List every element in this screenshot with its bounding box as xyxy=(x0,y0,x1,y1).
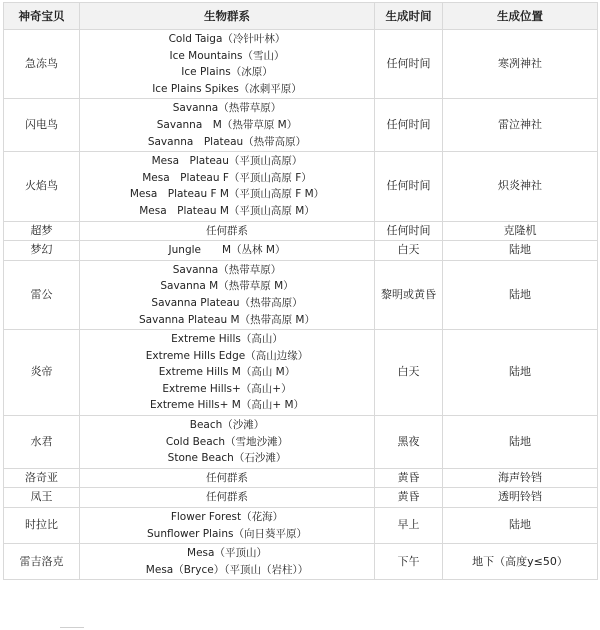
table-row xyxy=(4,468,598,488)
biome-cell xyxy=(80,416,375,469)
spawn-time-cell: 任何时间 xyxy=(375,99,443,152)
table-header-row xyxy=(4,3,598,30)
table-row xyxy=(4,260,598,329)
biome-entry: Beach（沙滩） xyxy=(189,419,265,432)
biome-entry: Ice Mountains（雪山） xyxy=(169,49,285,62)
spawn-location-cell: 海声铃铛 xyxy=(443,468,598,488)
spawn-time-cell: 任何时间 xyxy=(375,221,443,241)
spawn-location-cell: 透明铃铛 xyxy=(443,488,598,508)
spawn-time-cell: 黄昏 xyxy=(375,488,443,508)
table-row xyxy=(4,99,598,152)
spawn-time-cell: 任何时间 xyxy=(375,152,443,221)
biome-entry: 任何群系 xyxy=(206,471,248,484)
biome-cell xyxy=(80,260,375,329)
biome-entry: Jungle M（丛林 M） xyxy=(168,244,286,257)
spawn-location-cell: 地下（高度y≤50） xyxy=(443,544,598,580)
biome-entry: Extreme Hills（高山） xyxy=(171,333,283,346)
pokemon-name-cell: 炎帝 xyxy=(4,330,80,416)
table-row xyxy=(4,544,598,580)
pokemon-name-cell: 急冻鸟 xyxy=(4,30,80,99)
biome-entry: Mesa Plateau F（平顶山高原 F） xyxy=(142,171,312,184)
biome-entry: Savanna（热带草原） xyxy=(172,263,282,276)
biome-cell xyxy=(80,508,375,544)
pokemon-name-cell: 闪电鸟 xyxy=(4,99,80,152)
biome-entry: Mesa（Bryce）（平顶山（岩柱）） xyxy=(145,563,309,576)
biome-entry: 任何群系 xyxy=(206,224,248,237)
biome-cell xyxy=(80,241,375,261)
spawn-location-cell: 寒冽神社 xyxy=(443,30,598,99)
biome-entry: Savanna（热带草原） xyxy=(172,102,282,115)
header-pokemon: 神奇宝贝 xyxy=(4,3,80,30)
biome-entry: Sunflower Plains（向日葵平原） xyxy=(147,527,307,540)
table-body xyxy=(4,30,598,580)
biome-entry: Extreme Hills+（高山+） xyxy=(162,382,292,395)
table-row xyxy=(4,241,598,261)
table-row xyxy=(4,221,598,241)
pokemon-name-cell: 火焰鸟 xyxy=(4,152,80,221)
biome-entry: Flower Forest（花海） xyxy=(170,511,284,524)
table-row xyxy=(4,330,598,416)
spawn-location-cell: 陆地 xyxy=(443,260,598,329)
header-spawn-time: 生成时间 xyxy=(375,3,443,30)
biome-cell xyxy=(80,30,375,99)
pokemon-name-cell: 超梦 xyxy=(4,221,80,241)
spawn-location-cell: 炽炎神社 xyxy=(443,152,598,221)
biome-entry: Savanna Plateau M（热带高原 M） xyxy=(139,313,315,326)
pokemon-name-cell: 雷吉洛克 xyxy=(4,544,80,580)
spawn-time-cell: 白天 xyxy=(375,241,443,261)
spawn-location-cell: 雷泣神社 xyxy=(443,99,598,152)
spawn-time-cell: 任何时间 xyxy=(375,30,443,99)
pokemon-name-cell: 时拉比 xyxy=(4,508,80,544)
biome-entry: Mesa Plateau M（平顶山高原 M） xyxy=(139,204,315,217)
table-header xyxy=(4,3,598,30)
biome-cell xyxy=(80,544,375,580)
biome-cell xyxy=(80,99,375,152)
table-row xyxy=(4,508,598,544)
table-row xyxy=(4,30,598,99)
biome-entry: Extreme Hills+ M（高山+ M） xyxy=(149,399,305,412)
biome-entry: Extreme Hills Edge（高山边缘） xyxy=(145,349,309,362)
spawn-location-cell: 克隆机 xyxy=(443,221,598,241)
biome-entry: Savanna Plateau（热带高原） xyxy=(151,296,303,309)
table-row xyxy=(4,152,598,221)
biome-entry: Extreme Hills M（高山 M） xyxy=(158,366,296,379)
legendary-spawn-table xyxy=(3,2,598,580)
spawn-location-cell: 陆地 xyxy=(443,241,598,261)
table-row xyxy=(4,488,598,508)
spawn-time-cell: 黎明或黄昏 xyxy=(375,260,443,329)
spawn-time-cell: 白天 xyxy=(375,330,443,416)
biome-entry: Savanna Plateau（热带高原） xyxy=(147,135,307,148)
pokemon-name-cell: 水君 xyxy=(4,416,80,469)
header-biome: 生物群系 xyxy=(80,3,375,30)
pokemon-name-cell: 雷公 xyxy=(4,260,80,329)
biome-entry: Savanna M（热带草原 M） xyxy=(160,280,294,293)
biome-cell xyxy=(80,221,375,241)
spawn-time-cell: 下午 xyxy=(375,544,443,580)
biome-cell xyxy=(80,468,375,488)
biome-entry: Cold Taiga（冷针叶林） xyxy=(168,33,286,45)
spawn-location-cell: 陆地 xyxy=(443,416,598,469)
biome-entry: Ice Plains Spikes（冰刺平原） xyxy=(152,82,302,95)
biome-entry: Stone Beach（石沙滩） xyxy=(167,452,287,465)
spawn-time-cell: 黑夜 xyxy=(375,416,443,469)
biome-entry: Mesa Plateau F M（平顶山高原 F M） xyxy=(129,188,325,201)
biome-entry: Mesa Plateau（平顶山高原） xyxy=(151,155,303,168)
biome-entry: Mesa（平顶山） xyxy=(187,547,267,560)
legendary-spawn-table-container xyxy=(3,2,597,580)
pokemon-name-cell: 凤王 xyxy=(4,488,80,508)
spawn-time-cell: 早上 xyxy=(375,508,443,544)
bottom-edge-mark xyxy=(60,627,84,628)
spawn-time-cell: 黄昏 xyxy=(375,468,443,488)
table-row xyxy=(4,416,598,469)
pokemon-name-cell: 梦幻 xyxy=(4,241,80,261)
header-spawn-location: 生成位置 xyxy=(443,3,598,30)
biome-cell xyxy=(80,152,375,221)
biome-entry: 任何群系 xyxy=(206,491,248,504)
biome-entry: Savanna M（热带草原 M） xyxy=(156,118,298,131)
biome-cell xyxy=(80,488,375,508)
biome-entry: Ice Plains（冰原） xyxy=(181,66,273,79)
biome-cell xyxy=(80,330,375,416)
biome-entry: Cold Beach（雪地沙滩） xyxy=(165,435,289,448)
spawn-location-cell: 陆地 xyxy=(443,508,598,544)
spawn-location-cell: 陆地 xyxy=(443,330,598,416)
pokemon-name-cell: 洛奇亚 xyxy=(4,468,80,488)
